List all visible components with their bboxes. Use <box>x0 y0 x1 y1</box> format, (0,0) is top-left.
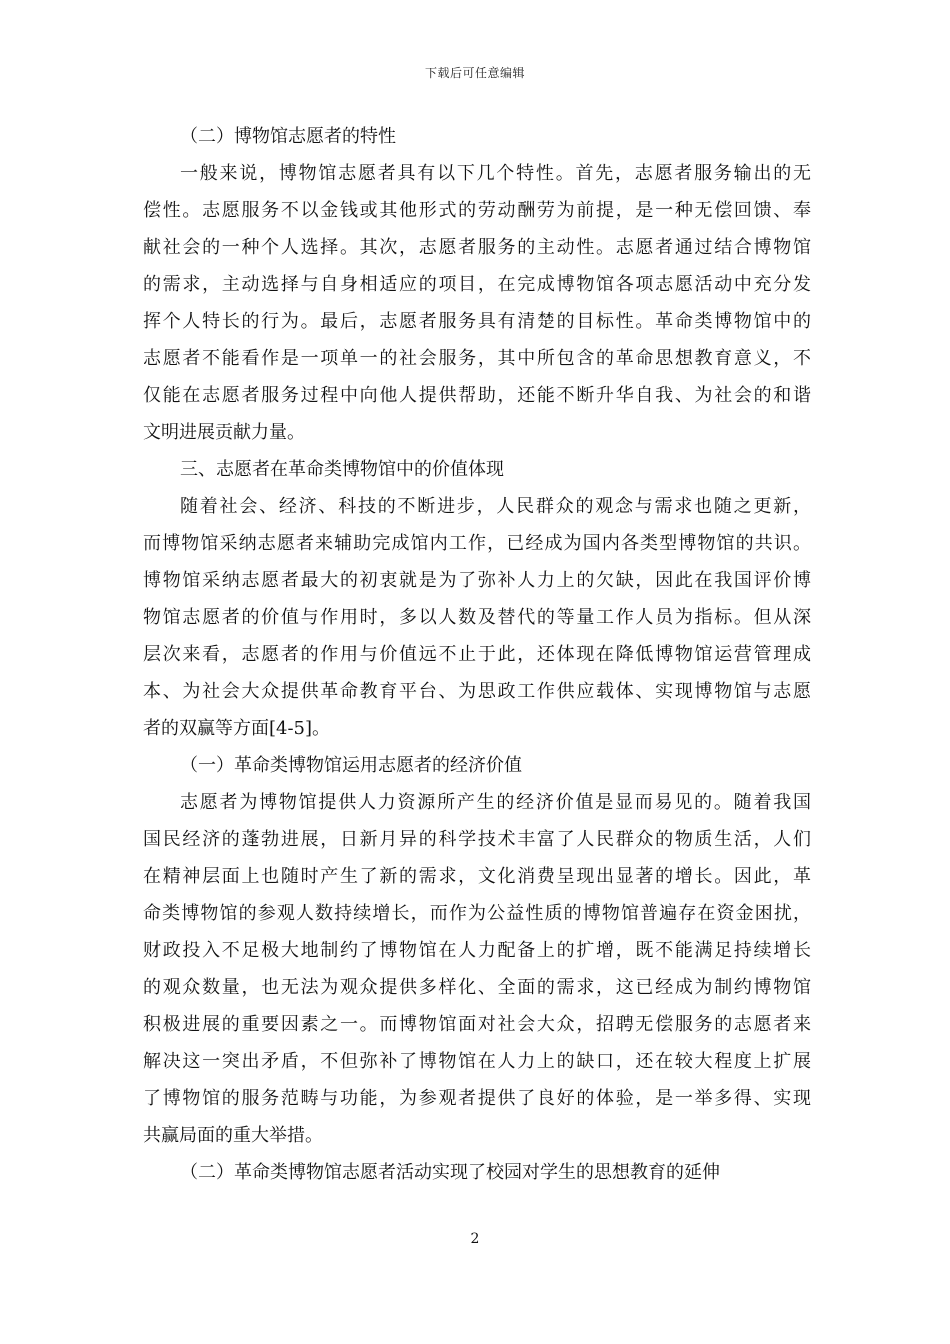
paragraph-line: 献社会的一种个人选择。其次，志愿者服务的主动性。志愿者通过结合博物馆 <box>143 237 811 258</box>
paragraph-line: 博物馆采纳志愿者最大的初衷就是为了弥补人力上的欠缺，因此在我国评价博 <box>143 570 811 591</box>
paragraph-line: 志愿者不能看作是一项单一的社会服务，其中所包含的革命思想教育意义，不 <box>143 348 811 369</box>
paragraph-line: 者的双赢等方面[4-5]。 <box>143 718 331 739</box>
subheading-education-extension: （二）革命类博物馆志愿者活动实现了校园对学生的思想教育的延伸 <box>180 1162 720 1183</box>
paragraph-line: 而博物馆采纳志愿者来辅助完成馆内工作，已经成为国内各类型博物馆的共识。 <box>143 533 811 554</box>
paragraph-line: 国民经济的蓬勃进展，日新月异的科学技术丰富了人民群众的物质生活，人们 <box>143 829 811 850</box>
paragraph-line: 随着社会、经济、科技的不断进步，人民群众的观念与需求也随之更新， <box>180 496 811 517</box>
paragraph-line: 偿性。志愿服务不以金钱或其他形式的劳动酬劳为前提，是一种无偿回馈、奉 <box>143 200 811 221</box>
paragraph-line: 了博物馆的服务范畴与功能，为参观者提供了良好的体验，是一举多得、实现 <box>143 1088 811 1109</box>
paragraph-line: 本、为社会大众提供革命教育平台、为思政工作供应载体、实现博物馆与志愿 <box>143 681 811 702</box>
paragraph-line: 挥个人特长的行为。最后，志愿者服务具有清楚的目标性。革命类博物馆中的 <box>143 311 811 332</box>
paragraph-line: 的观众数量，也无法为观众提供多样化、全面的需求，这已经成为制约博物馆 <box>143 977 811 998</box>
paragraph-line: 共赢局面的重大举措。 <box>143 1125 323 1146</box>
paragraph-line: 命类博物馆的参观人数持续增长，而作为公益性质的博物馆普遍存在资金困扰， <box>143 903 811 924</box>
subheading-economic-value: （一）革命类博物馆运用志愿者的经济价值 <box>180 755 522 776</box>
paragraph-line: 文明进展贡献力量。 <box>143 422 305 443</box>
paragraph-line: 积极进展的重要因素之一。而博物馆面对社会大众，招聘无偿服务的志愿者来 <box>143 1014 811 1035</box>
paragraph-line: 仅能在志愿者服务过程中向他人提供帮助，还能不断升华自我、为社会的和谐 <box>143 385 811 406</box>
paragraph-line: 在精神层面上也随时产生了新的需求，文化消费呈现出显著的增长。因此，革 <box>143 866 811 887</box>
subheading-volunteer-traits: （二）博物馆志愿者的特性 <box>180 126 396 147</box>
section-heading-value: 三、志愿者在革命类博物馆中的价值体现 <box>180 459 504 480</box>
paragraph-line: 的需求，主动选择与自身相适应的项目，在完成博物馆各项志愿活动中充分发 <box>143 274 811 295</box>
paragraph-line: 一般来说，博物馆志愿者具有以下几个特性。首先，志愿者服务输出的无 <box>180 163 811 184</box>
paragraph-line: 层次来看，志愿者的作用与价值远不止于此，还体现在降低博物馆运营管理成 <box>143 644 811 665</box>
paragraph-line: 物馆志愿者的价值与作用时，多以人数及替代的等量工作人员为指标。但从深 <box>143 607 811 628</box>
paragraph-line: 财政投入不足极大地制约了博物馆在人力配备上的扩增，既不能满足持续增长 <box>143 940 811 961</box>
paragraph-line: 解决这一突出矛盾，不但弥补了博物馆在人力上的缺口，还在较大程度上扩展 <box>143 1051 811 1072</box>
page-number: 2 <box>470 1231 480 1247</box>
page-header: 下载后可任意编辑 <box>424 66 525 80</box>
document-body <box>143 118 811 1191</box>
paragraph-line: 志愿者为博物馆提供人力资源所产生的经济价值是显而易见的。随着我国 <box>180 792 811 813</box>
